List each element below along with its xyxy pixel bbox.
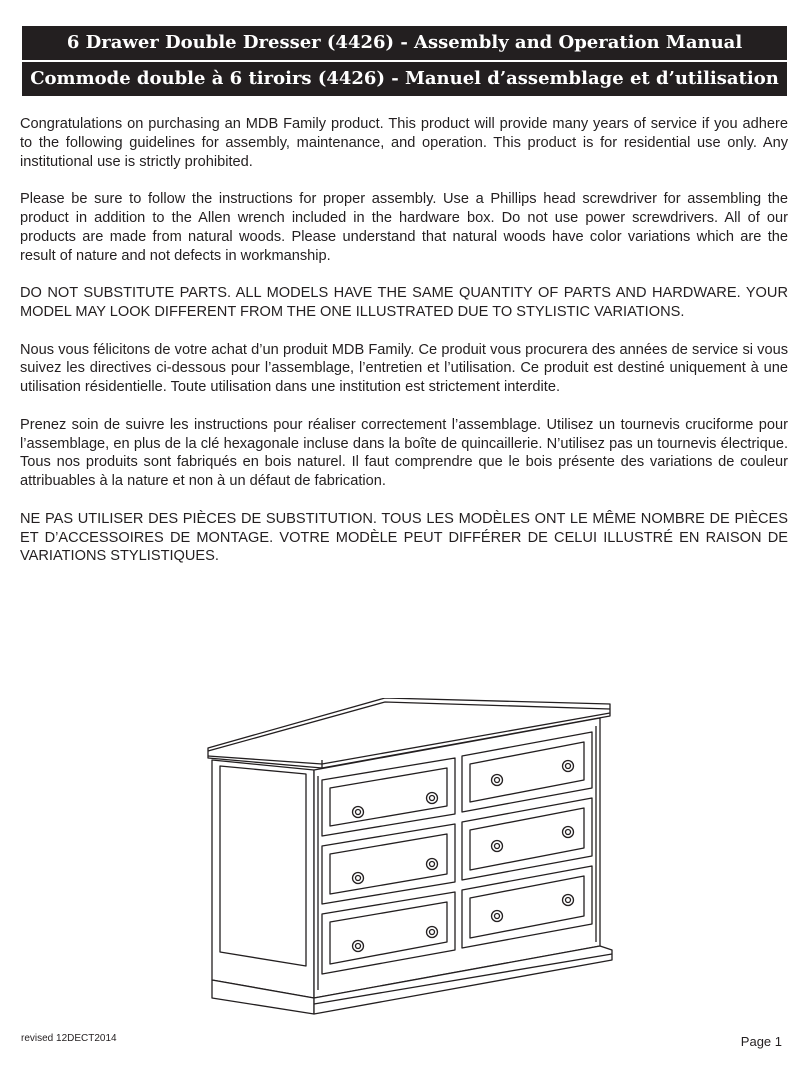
paragraph-instructions-en: Please be sure to follow the instructions for proper assembly. Use a Phillips head screwdriver for assembling the product in addition to the Allen wrench included in the hardware box. Do not use power screwdrivers. All of our products are made from natural woods. Please understand that natural woods have color variations which are the result of nature and not defects in workmanship. [20,191,788,264]
dresser-illustration [200,698,616,1016]
paragraph-congratulations-fr: Nous vous félicitons de votre achat d’un produit MDB Family. Ce produit vous procurera des années de service si vous suivez les directives ci-dessous pour l’assemblage, l’entretien et l’utilisation. Ce produit est destiné uniquement à une utilisation résidentielle. Toute utilisation dans une institution est strictement interdite. [20,341,788,396]
dresser-side [212,760,314,998]
title-banner-french: Commode double à 6 tiroirs (4426) - Manuel d’assemblage et d’utilisation [22,62,787,96]
paragraph-warning-en: DO NOT SUBSTITUTE PARTS. ALL MODELS HAVE THE SAME QUANTITY OF PARTS AND HARDWARE. YOUR MODEL MAY LOOK DIFFERENT FROM THE ONE ILLUSTRATED DUE TO STYLISTIC VARIATIONS. [20,285,788,320]
paragraph-warning-fr: NE PAS UTILISER DES PIÈCES DE SUBSTITUTION. TOUS LES MODÈLES ONT LE MÊME NOMBRE DE PIÈCES ET D’ACCESSOIRES DE MONTAGE. VOTRE MODÈLE PEUT DIFFÉRER DE CELUI ILLUSTRÉ EN RAISON DE VARIATIONS STYLISTIQUES. [20,510,788,565]
paragraph-instructions-fr: Prenez soin de suivre les instructions pour réaliser correctement l’assemblage. Utilisez un tournevis cruciforme pour l’assemblage, en plus de la clé hexagonale incluse dans la boîte de quincaillerie. N’utilisez pas un tournevis électrique. Tous nos produits sont fabriqués en bois naturel. Il faut comprendre que le bois présente des variations de couleur attribuables à la nature et non à un défaut de fabrication. [20,416,788,490]
title-banner-english: 6 Drawer Double Dresser (4426) - Assembly and Operation Manual [22,26,787,60]
paragraph-congratulations-en: Congratulations on purchasing an MDB Family product. This product will provide many years of service if you adhere to the following guidelines for assembly, maintenance, and operation. This product is for residential use only. Any institutional use is strictly prohibited. [20,116,788,170]
body-text [20,115,788,585]
page-number: Page 1 [740,1034,782,1049]
revision-note: revised 12DECT2014 [21,1033,117,1044]
